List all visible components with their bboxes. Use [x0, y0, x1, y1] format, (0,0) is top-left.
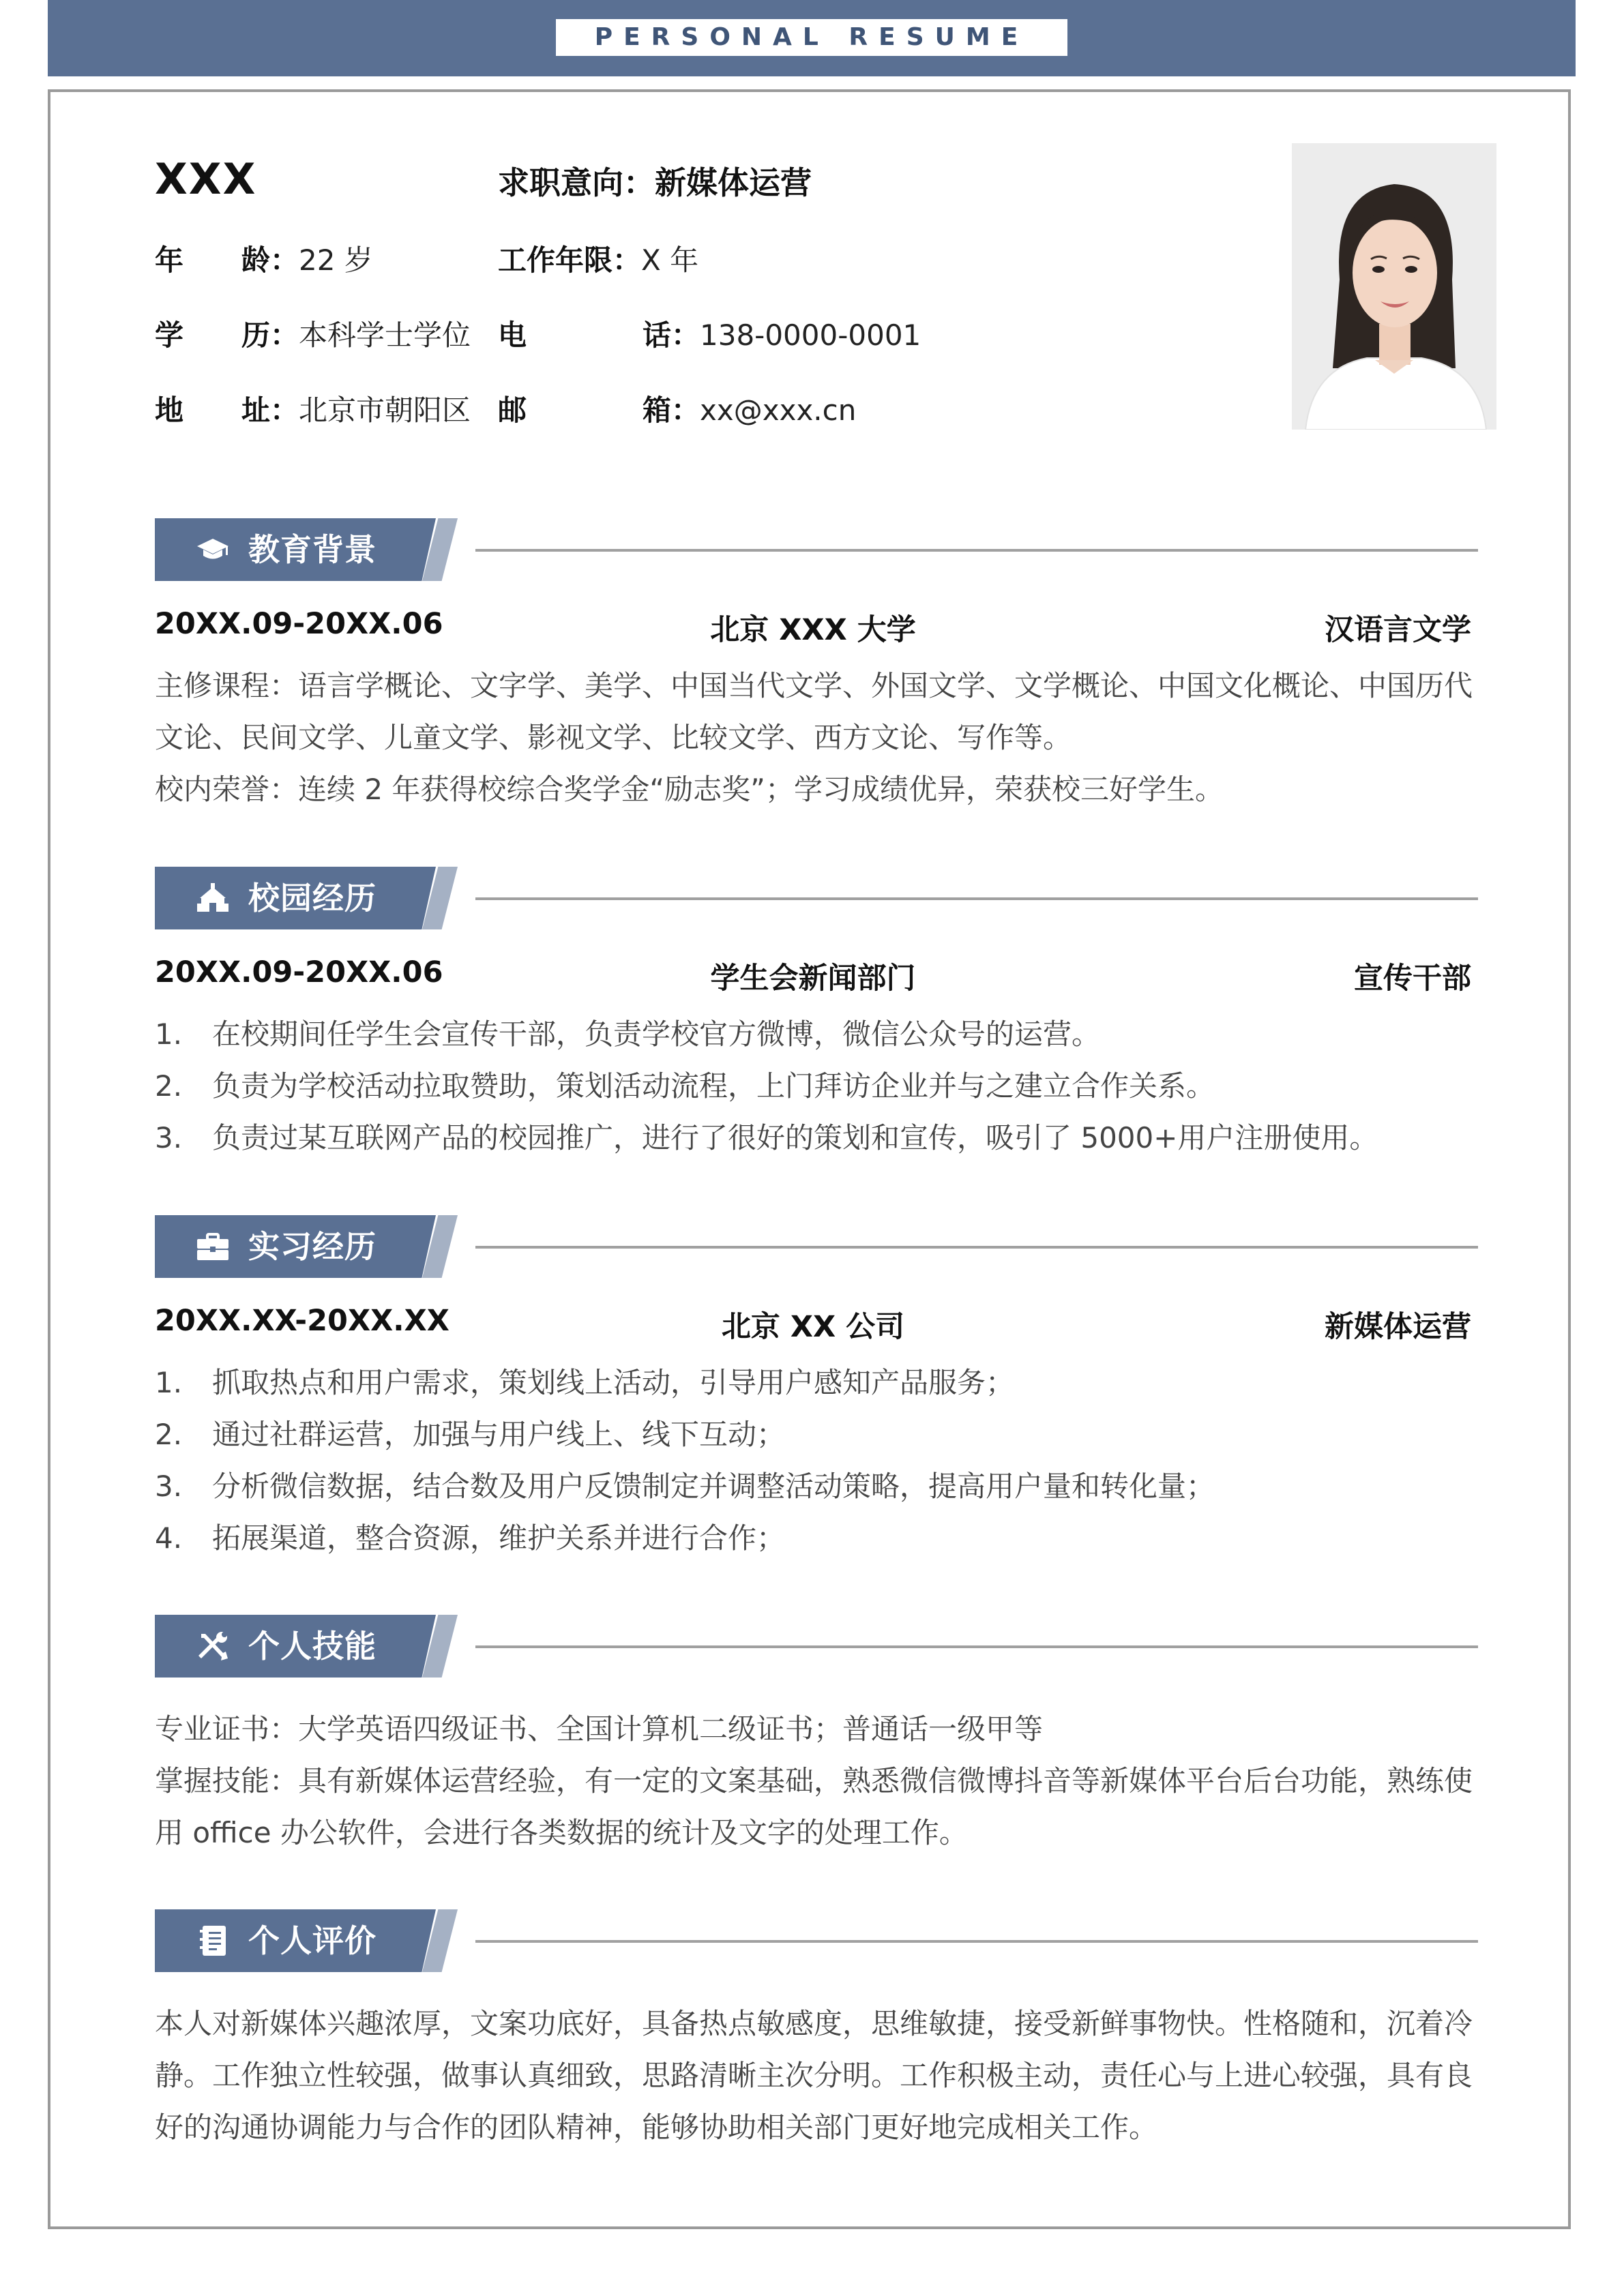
section-education-header — [155, 518, 1478, 581]
email-field — [498, 390, 856, 431]
candidate-name: XXX — [155, 154, 257, 204]
internship-row — [155, 1304, 1471, 1345]
education-row — [155, 607, 1471, 648]
section-campus-header — [155, 867, 1478, 929]
edu-value: 本科学士学位 — [299, 318, 471, 352]
campus-role: 宣传干部 — [1354, 961, 1471, 996]
objective — [498, 162, 812, 203]
evaluation-text: 本人对新媒体兴趣浓厚，文案功底好，具备热点敏感度，思维敏捷，接受新鲜事物快。性格随和，沉着冷静。工作独立性较强，做事认真细致，思路清晰主次分明。工作积极主动，责任心与上进心较强，具有良好的沟通协调能力与合作的团队精神，能够协助相关部门更好地完成相关工作。 — [155, 2007, 1473, 2144]
internship-item: 4. 拓展渠道，整合资源，维护关系并进行合作； — [155, 1521, 786, 1555]
section-internship-title: 实习经历 — [248, 1228, 377, 1265]
experience-label: 工作年限： — [498, 243, 642, 277]
objective-value: 新媒体运营 — [655, 164, 812, 201]
internship-company: 北京 XX 公司 — [721, 1310, 905, 1344]
education-courses: 主修课程：语言学概论、文字学、美学、中国当代文学、外国文学、文学概论、中国文化概论、中国历代文论、民间文学、儿童文学、影视文学、比较文学、西方文论、写作等。 — [155, 669, 1473, 754]
notebook-icon — [196, 1924, 230, 1957]
age-value: 22 岁 — [299, 243, 373, 277]
experience-field — [498, 240, 698, 281]
skills-abilities: 掌握技能：具有新媒体运营经验，有一定的文案基础，熟悉微信微博抖音等新媒体平台后台功能，熟练使用 office 办公软件，会进行各类数据的统计及文字的处理工作。 — [155, 1764, 1473, 1849]
campus-row — [155, 955, 1471, 996]
internship-period: 20XX.XX-20XX.XX — [155, 1304, 449, 1338]
section-skills-title: 个人技能 — [248, 1628, 377, 1665]
phone-label: 话： — [643, 318, 700, 352]
section-evaluation-title: 个人评价 — [248, 1922, 377, 1959]
section-education-title: 教育背景 — [248, 531, 377, 568]
campus-item: 1. 在校期间任学生会宣传干部，负责学校官方微博，微信公众号的运营。 — [155, 1017, 1101, 1051]
phone-value: 138-0000-0001 — [700, 318, 921, 352]
education-field — [155, 315, 471, 356]
section-internship-header — [155, 1215, 1478, 1278]
building-icon — [196, 882, 230, 914]
tools-icon — [196, 1630, 230, 1663]
edu-label-char: 学 — [155, 318, 184, 352]
section-evaluation-header — [155, 1909, 1478, 1972]
phone-field — [498, 315, 921, 356]
campus-item: 3. 负责过某互联网产品的校园推广，进行了很好的策划和宣传，吸引了 5000+用户注册使用。 — [155, 1121, 1378, 1154]
edu-label: 历： — [241, 318, 299, 352]
experience-value: X 年 — [641, 243, 699, 277]
briefcase-icon — [196, 1230, 230, 1263]
campus-org: 学生会新闻部门 — [710, 961, 916, 996]
education-period: 20XX.09-20XX.06 — [155, 607, 443, 641]
education-honors: 校内荣誉：连续 2 年获得校综合奖学金“励志奖”；学习成绩优异，荣获校三好学生。 — [155, 773, 1224, 806]
addr-label: 址： — [241, 393, 299, 427]
banner-title: PERSONAL RESUME — [556, 19, 1067, 56]
section-skills-header — [155, 1615, 1478, 1678]
email-value: xx@xxx.cn — [700, 393, 857, 427]
campus-period: 20XX.09-20XX.06 — [155, 955, 443, 989]
email-label-char: 邮 — [498, 393, 527, 427]
internship-role: 新媒体运营 — [1325, 1310, 1471, 1344]
age-label: 龄： — [241, 243, 299, 277]
internship-item: 2. 通过社群运营，加强与用户线上、线下互动； — [155, 1418, 786, 1451]
skills-certs: 专业证书：大学英语四级证书、全国计算机二级证书；普通话一级甲等 — [155, 1712, 1044, 1746]
phone-label-char: 电 — [498, 318, 527, 352]
age-field — [155, 240, 373, 281]
age-label-char: 年 — [155, 243, 184, 277]
internship-item: 1. 抓取热点和用户需求，策划线上活动，引导用户感知产品服务； — [155, 1366, 1015, 1399]
addr-value: 北京市朝阳区 — [299, 393, 471, 427]
internship-item: 3. 分析微信数据，结合数及用户反馈制定并调整活动策略，提高用户量和转化量； — [155, 1470, 1215, 1503]
objective-label: 求职意向： — [498, 164, 655, 201]
section-campus-title: 校园经历 — [248, 880, 377, 916]
profile-photo — [1292, 143, 1496, 430]
campus-item: 2. 负责为学校活动拉取赞助，策划活动流程，上门拜访企业并与之建立合作关系。 — [155, 1069, 1215, 1103]
address-field — [155, 390, 471, 431]
education-major: 汉语言文学 — [1325, 613, 1471, 647]
graduation-cap-icon — [196, 533, 230, 566]
top-banner — [48, 0, 1576, 76]
addr-label-char: 地 — [155, 393, 184, 427]
education-school: 北京 XXX 大学 — [710, 613, 916, 647]
email-label: 箱： — [643, 393, 700, 427]
